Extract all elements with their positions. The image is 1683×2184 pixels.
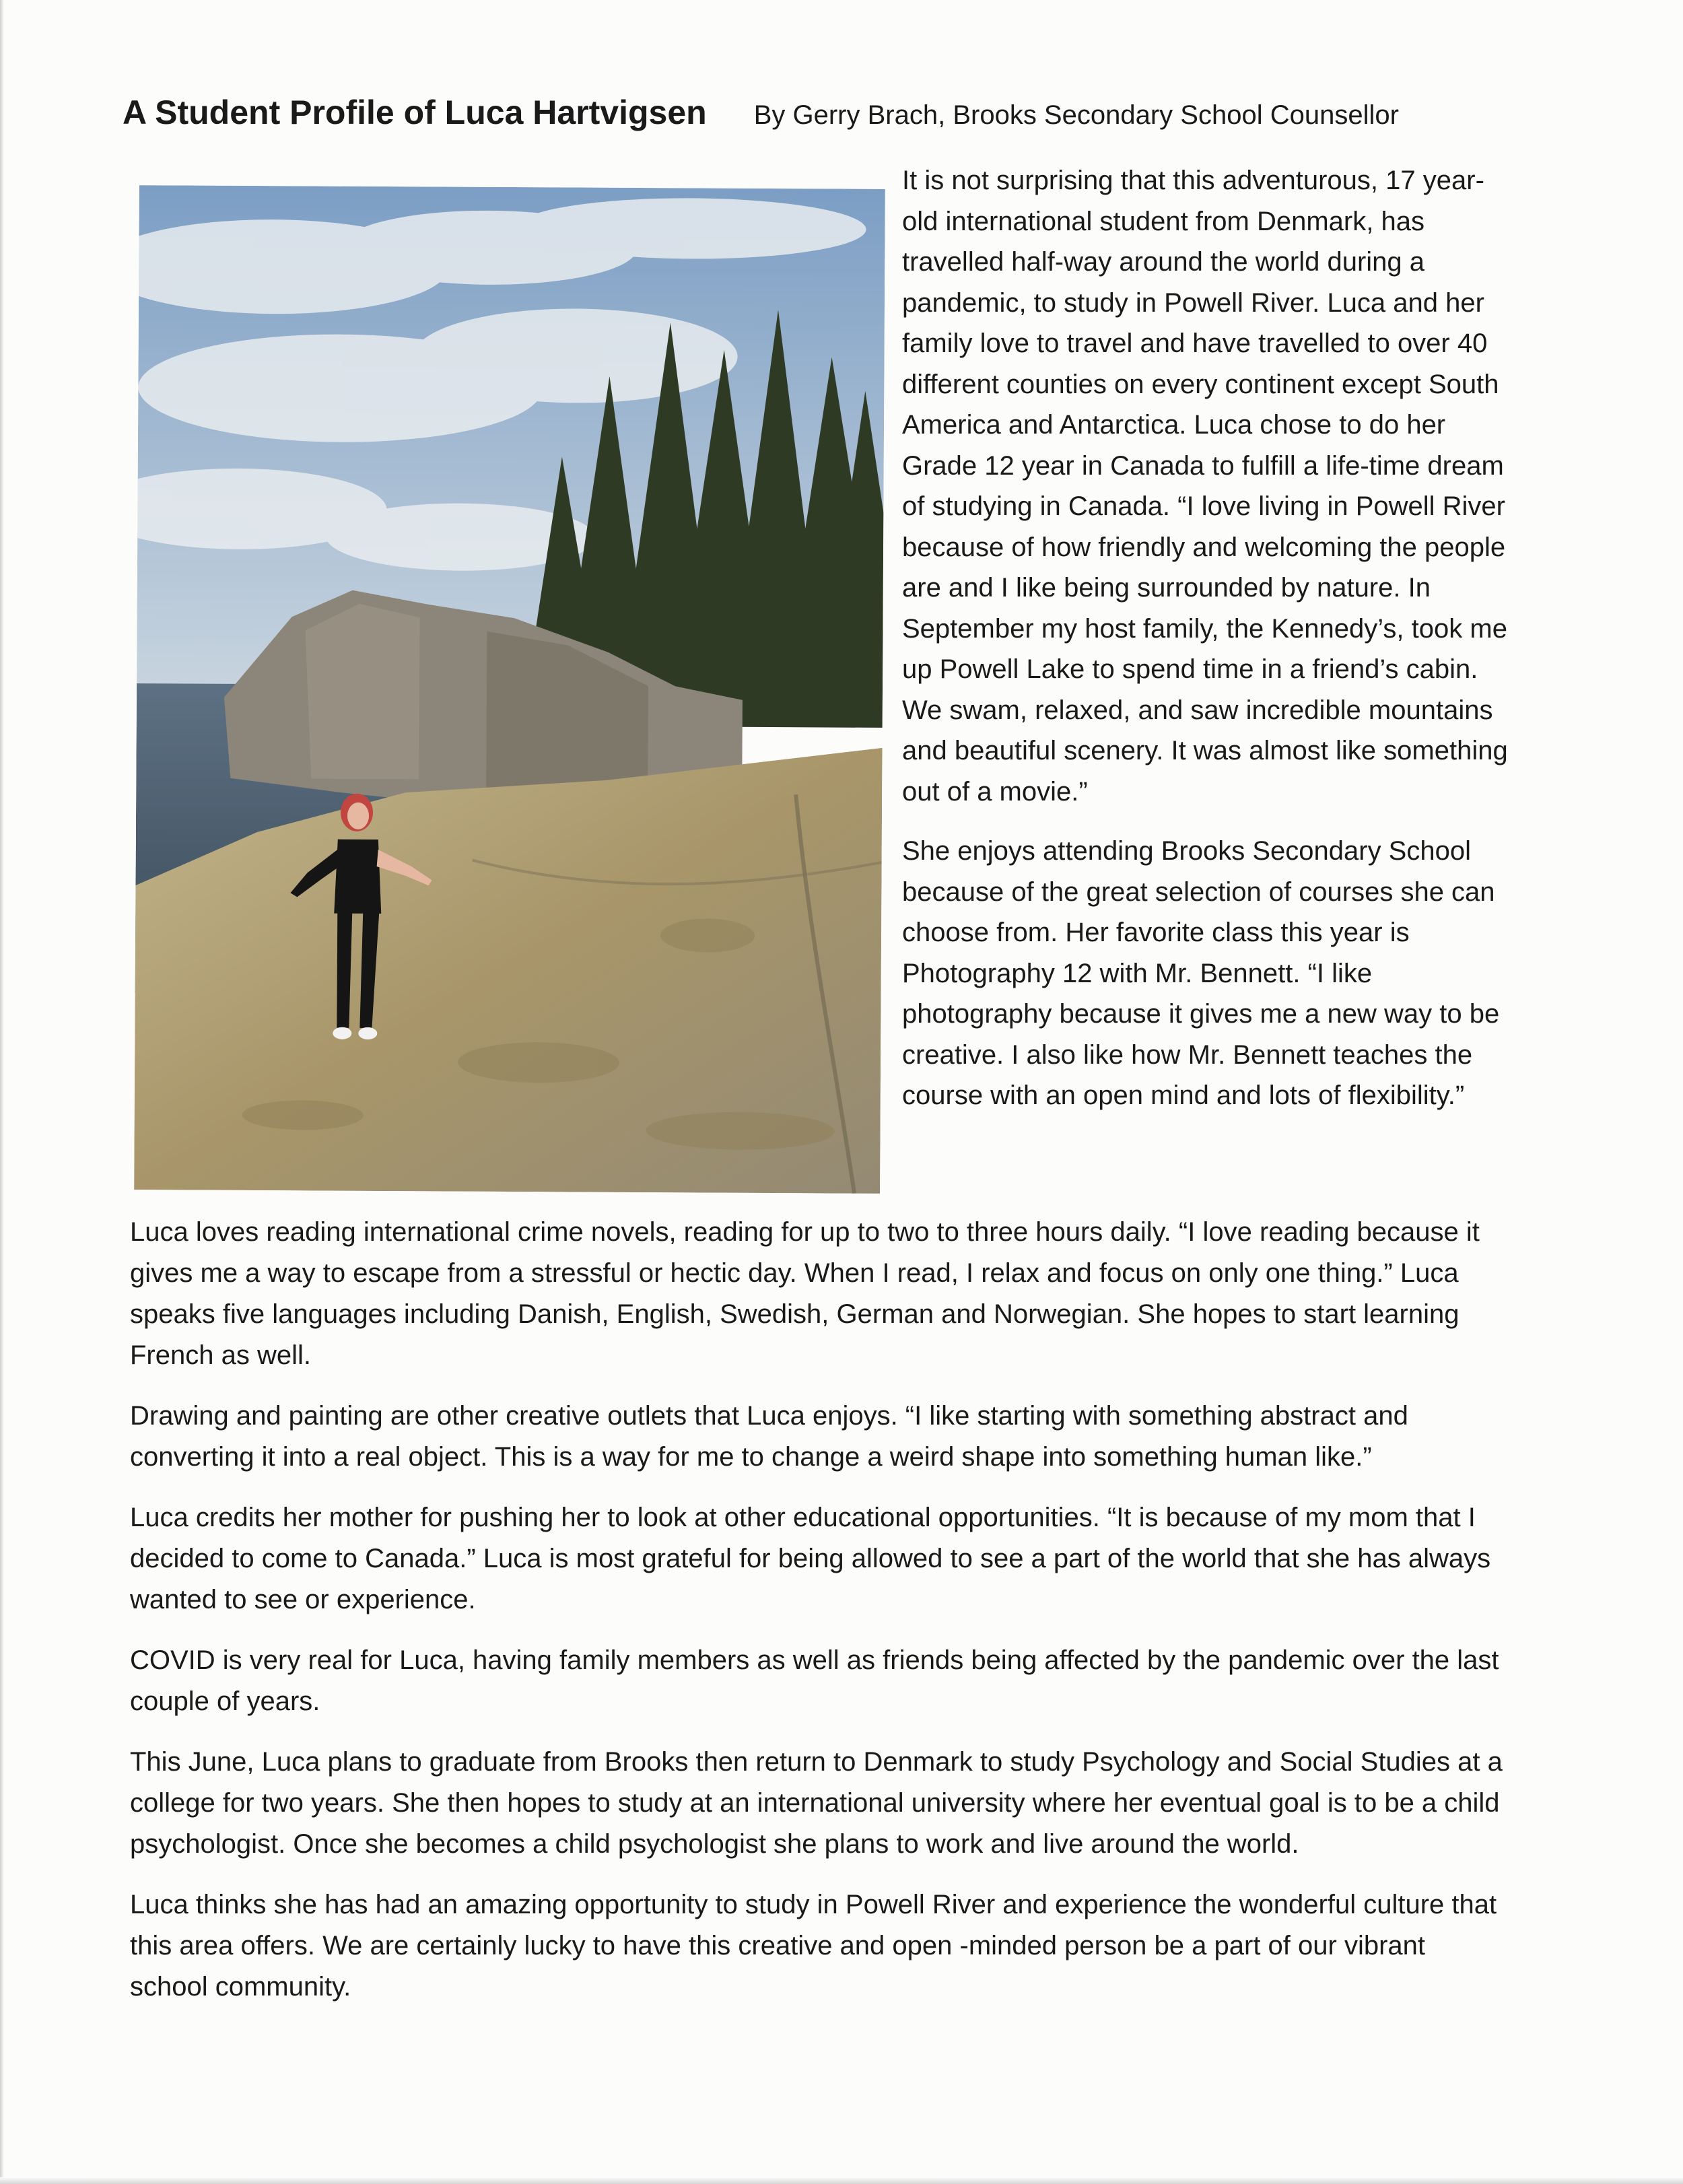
- article-title: A Student Profile of Luca Hartvigsen: [123, 94, 707, 131]
- paragraph-reading: Luca loves reading international crime novels, reading for up to two to three hours daily. “I love reading because it gives me a way to escape from a stressful or hectic day. When I read, I relax and focus on only one thing.” Luca speaks five languages including Danish, English, Swedish, German and Norwegian. She hopes to start learning French as well.: [130, 1217, 1480, 1370]
- scan-shadow-bottom: [0, 2177, 1683, 2184]
- paragraph-covid: COVID is very real for Luca, having family members as well as friends being affected by the pandemic over the last couple of years.: [130, 1645, 1499, 1716]
- paragraph-plans: This June, Luca plans to graduate from Brooks then return to Denmark to study Psychology and Social Studies at a college for two years. She then hopes to study at an international university where her eventual goal is to be a child psychologist. Once she becomes a child psychologist she plans to work and live around the world.: [130, 1747, 1503, 1859]
- body-text: [130, 1212, 1510, 2027]
- right-column: [902, 160, 1508, 1135]
- article-header: [123, 93, 1604, 140]
- paragraph-intro: It is not surprising that this adventurous, 17 year-old international student from Denmark, has travelled half-way around the world during a pandemic, to study in Powell River. Luca and her family love to travel and have travelled to over 40 different counties on every continent except South America and Antarctica. Luca chose to do her Grade 12 year in Canada to fulfill a life-time dream of studying in Canada. “I love living in Powell River because of how friendly and welcoming the people are and I like being surrounded by nature. In September my host family, the Kennedy’s, took me up Powell Lake to spend time in a friend’s cabin. We swam, relaxed, and saw incredible mountains and beautiful scenery. It was almost like something out of a movie.”: [902, 166, 1508, 807]
- student-photo: [134, 185, 885, 1194]
- article-byline: By Gerry Brach, Brooks Secondary School Counsellor: [753, 100, 1399, 130]
- paragraph-school: She enjoys attending Brooks Secondary School because of the great selection of courses she can choose from. Her favorite class this year is Photography 12 with Mr. Bennett. “I like photography because it gives me a new way to be creative. I also like how Mr. Bennett teaches the course with an open mind and lots of flexibility.”: [902, 836, 1500, 1110]
- paragraph-mother: Luca credits her mother for pushing her to look at other educational opportunities. “It is because of my mom that I decided to come to Canada.” Luca is most grateful for being allowed to see a part of the world that she has always wanted to see or experience.: [130, 1503, 1491, 1614]
- scan-shadow-left: [0, 0, 4, 2184]
- paragraph-closing: Luca thinks she has had an amazing opportunity to study in Powell River and experience the wonderful culture that this area offers. We are certainly lucky to have this creative and open -minded person be a part of our vibrant school community.: [130, 1890, 1497, 2002]
- paragraph-drawing: Drawing and painting are other creative outlets that Luca enjoys. “I like starting with something abstract and converting it into a real object. This is a way for me to change a weird shape into something human like.”: [130, 1401, 1408, 1472]
